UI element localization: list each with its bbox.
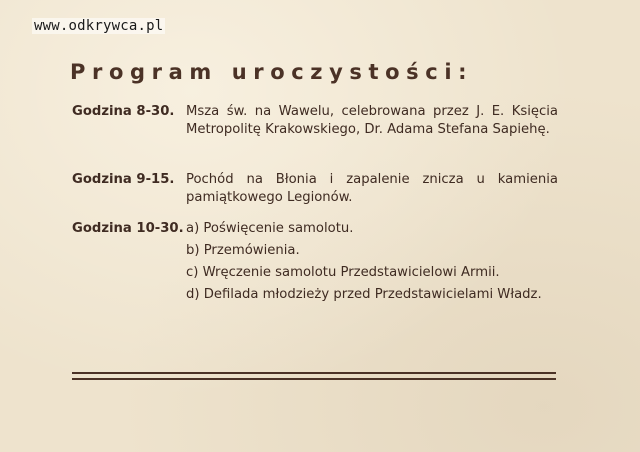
entry-description: Pochód na Błonia i zapalenie znicza u kamienia pamiątkowego Legionów. (186, 172, 558, 205)
watermark-url: www.odkrywca.pl (34, 18, 164, 34)
entry-description: Msza św. na Wawelu, celebrowana przez J. E. Księcia Metropolitę Krakowskiego, Dr. Adama Stefana Sapiehę. (186, 104, 558, 137)
entry-item-list (186, 220, 558, 304)
entry-item: b) Przemówienia. (186, 243, 300, 258)
divider-rule (72, 378, 556, 380)
entry-time-label: Godzina 9-15. (72, 172, 175, 187)
entry-item: a) Poświęcenie samolotu. (186, 221, 354, 236)
entry-time-label: Godzina 10-30. (72, 221, 184, 236)
program-title: Program uroczystości: (70, 60, 474, 84)
entry-item: c) Wręczenie samolotu Przedstawicielowi Armii. (186, 265, 500, 280)
divider-rule (72, 372, 556, 374)
entry-item: d) Defilada młodzieży przed Przedstawicielami Władz. (186, 287, 542, 302)
entry-time-label: Godzina 8-30. (72, 104, 175, 119)
